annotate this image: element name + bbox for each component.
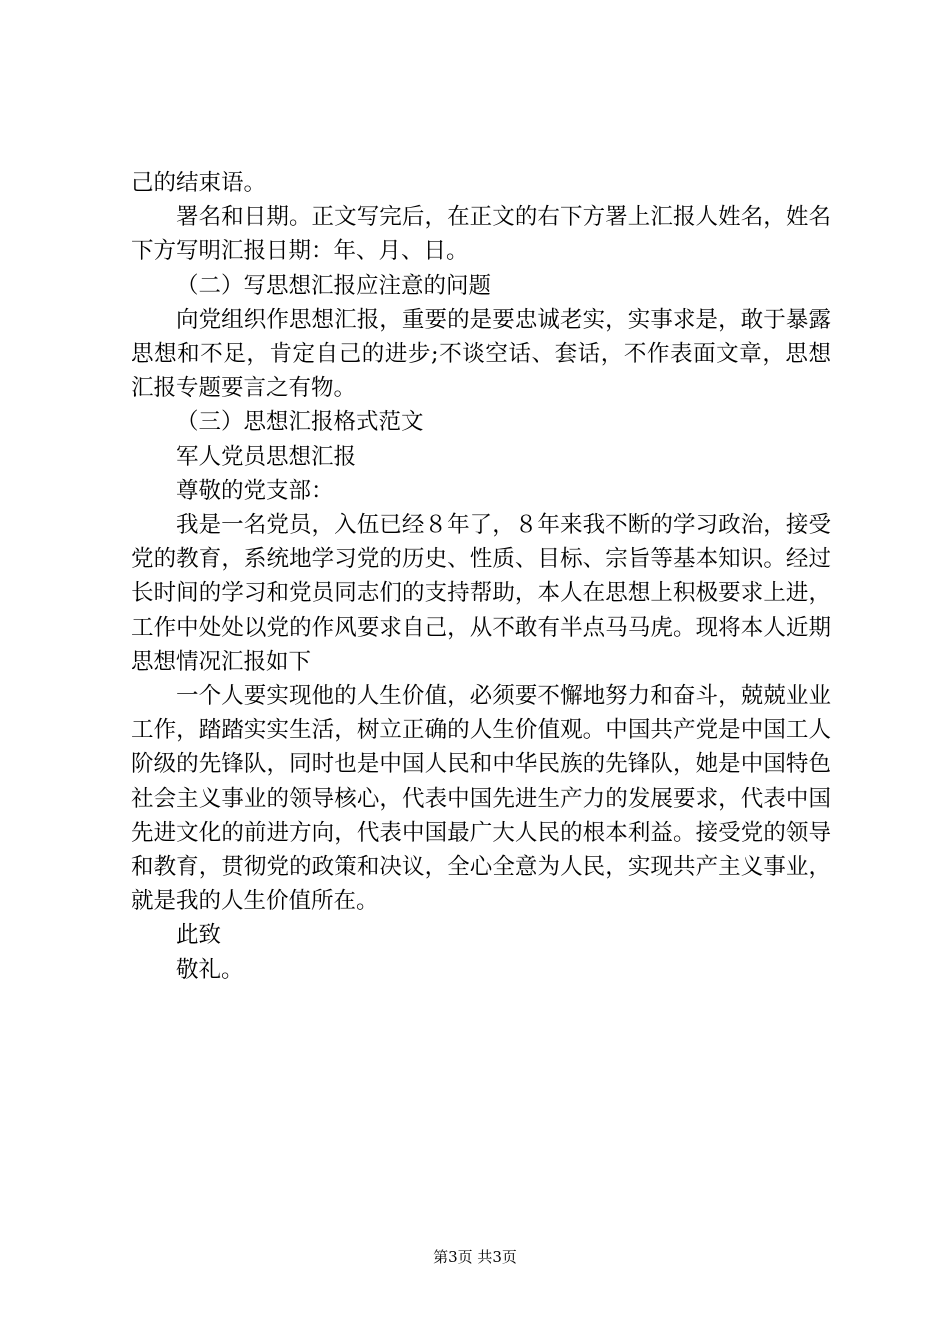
salutation: 尊敬的党支部： (176, 477, 334, 504)
sample-title: 军人党员思想汇报 (176, 443, 357, 470)
page-number-footer: 第3页 共3页 (433, 1248, 517, 1266)
paragraph-section-2-body: 向党组织作思想汇报，重要的是要忠诚老实，实事求是，敢于暴露思想和不足，肯定自己的进步;不谈空话、套话，不作表面文章，思想汇报专题要言之有物。 (131, 306, 831, 402)
paragraph-signature-date: 署名和日期。正文写完后，在正文的右下方署上汇报人姓名，姓名下方写明汇报日期：年、月、日。 (131, 204, 831, 265)
section-2-heading: （二）写思想汇报应注意的问题 (176, 272, 492, 299)
closing-line-1: 此致 (176, 922, 222, 949)
section-3-heading: （三）思想汇报格式范文 (176, 409, 424, 436)
paragraph-sample-2: 一个人要实现他的人生价值，必须要不懈地努力和奋斗，兢兢业业工作，踏踏实实生活，树立正确的人生价值观。中国共产党是中国工人阶级的先锋队，同时也是中国人民和中华民族的先锋队，她是中国特色社会主义事业的领导核心，代表中国先进生产力的发展要求，代表中国先进文化的前进方向，代表中国最广大人民的根本利益。接受党的领导和教育，贯彻党的政策和决议，全心全意为人民，实现共产主义事业，就是我的人生价值所在。 (131, 683, 831, 915)
paragraph-sample-1: 我是一名党员，入伍已经８年了，８年来我不断的学习政治，接受党的教育，系统地学习党的历史、性质、目标、宗旨等基本知识。经过长时间的学习和党员同志们的支持帮助，本人在思想上积极要求上进，工作中处处以党的作风要求自己，从不敢有半点马马虎。现将本人近期思想情况汇报如下 (131, 512, 831, 675)
document-body (131, 166, 831, 987)
paragraph-closing-remark: 己的结束语。 (131, 170, 267, 196)
closing-line-2: 敬礼。 (176, 956, 244, 983)
